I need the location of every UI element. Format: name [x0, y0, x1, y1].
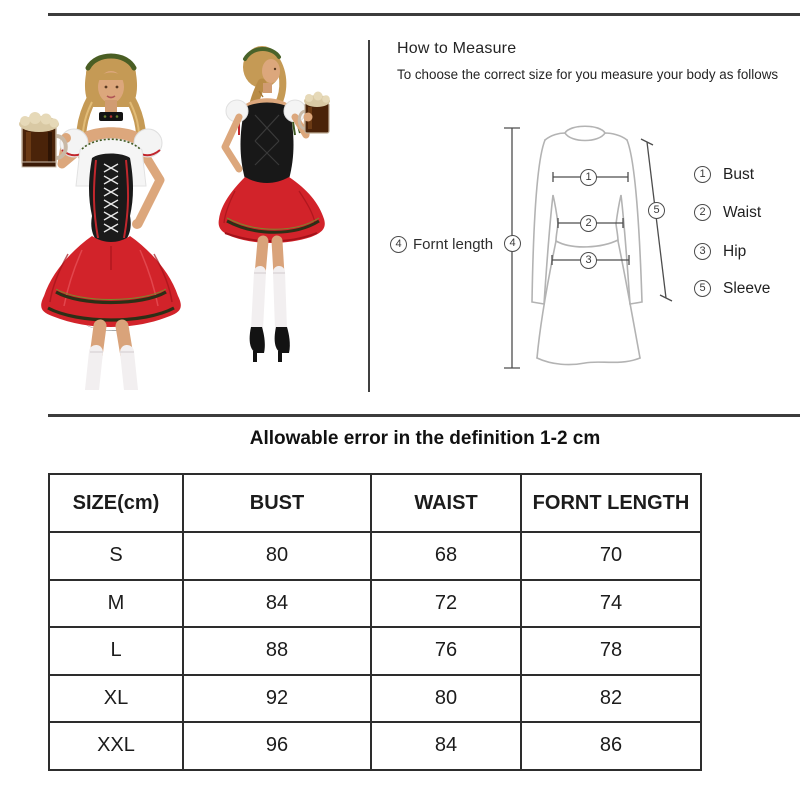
vertical-divider — [368, 40, 370, 392]
measure-heading: How to Measure — [397, 40, 517, 57]
legend-waist-label: Waist — [723, 204, 762, 221]
column-header-size: SIZE(cm) — [49, 474, 183, 532]
table-row — [49, 580, 701, 628]
marker-hip: 3 — [580, 252, 597, 269]
high-heels — [250, 327, 290, 362]
bust-cell: 88 — [183, 627, 371, 675]
waist-cell: 72 — [371, 580, 521, 628]
front-length-cell: 78 — [521, 627, 701, 675]
column-header-bust: BUST — [183, 474, 371, 532]
column-header-waist: WAIST — [371, 474, 521, 532]
legend-bust-num: 1 — [694, 166, 711, 183]
size-chart-title: Allowable error in the definition 1-2 cm — [249, 428, 601, 449]
legend-sleeve-num: 5 — [694, 280, 711, 297]
front-length-cell: 70 — [521, 532, 701, 580]
size-chart-table — [48, 473, 702, 771]
bust-cell: 92 — [183, 675, 371, 723]
size-cell: M — [49, 580, 183, 628]
legend-hip-label: Hip — [723, 243, 747, 260]
measure-subheading: To choose the correct size for you measure your body as follows — [397, 67, 779, 82]
bust-cell: 96 — [183, 722, 371, 770]
table-row — [49, 627, 701, 675]
marker-sleeve: 5 — [648, 202, 665, 219]
bust-cell: 80 — [183, 532, 371, 580]
front-length-cell: 74 — [521, 580, 701, 628]
legend-waist-num: 2 — [694, 204, 711, 221]
legend-bust-label: Bust — [723, 166, 755, 183]
size-cell: S — [49, 532, 183, 580]
size-cell: L — [49, 627, 183, 675]
waist-cell: 76 — [371, 627, 521, 675]
size-cell: XXL — [49, 722, 183, 770]
front-length-cell: 86 — [521, 722, 701, 770]
waist-cell: 80 — [371, 675, 521, 723]
legend-sleeve-label: Sleeve — [723, 280, 771, 297]
beer-mug-icon — [19, 112, 66, 167]
column-header-front-length: FORNT LENGTH — [521, 474, 701, 532]
table-row — [49, 532, 701, 580]
top-divider — [48, 13, 800, 16]
table-row — [49, 722, 701, 770]
section-divider — [48, 414, 800, 417]
model-front-photo — [8, 40, 200, 390]
waist-cell: 68 — [371, 532, 521, 580]
size-cell: XL — [49, 675, 183, 723]
table-row — [49, 675, 701, 723]
legend-hip-num: 3 — [694, 243, 711, 260]
marker-bust: 1 — [580, 169, 597, 186]
bust-cell: 84 — [183, 580, 371, 628]
marker-waist: 2 — [580, 215, 597, 232]
header-row — [49, 474, 701, 532]
front-length-label: Fornt length — [413, 236, 494, 253]
marker-front-length: 4 — [504, 235, 521, 252]
waist-cell: 84 — [371, 722, 521, 770]
front-length-num: 4 — [390, 236, 407, 253]
dress-measurement-diagram — [380, 100, 700, 410]
front-length-cell: 82 — [521, 675, 701, 723]
model-back-photo — [205, 45, 335, 363]
